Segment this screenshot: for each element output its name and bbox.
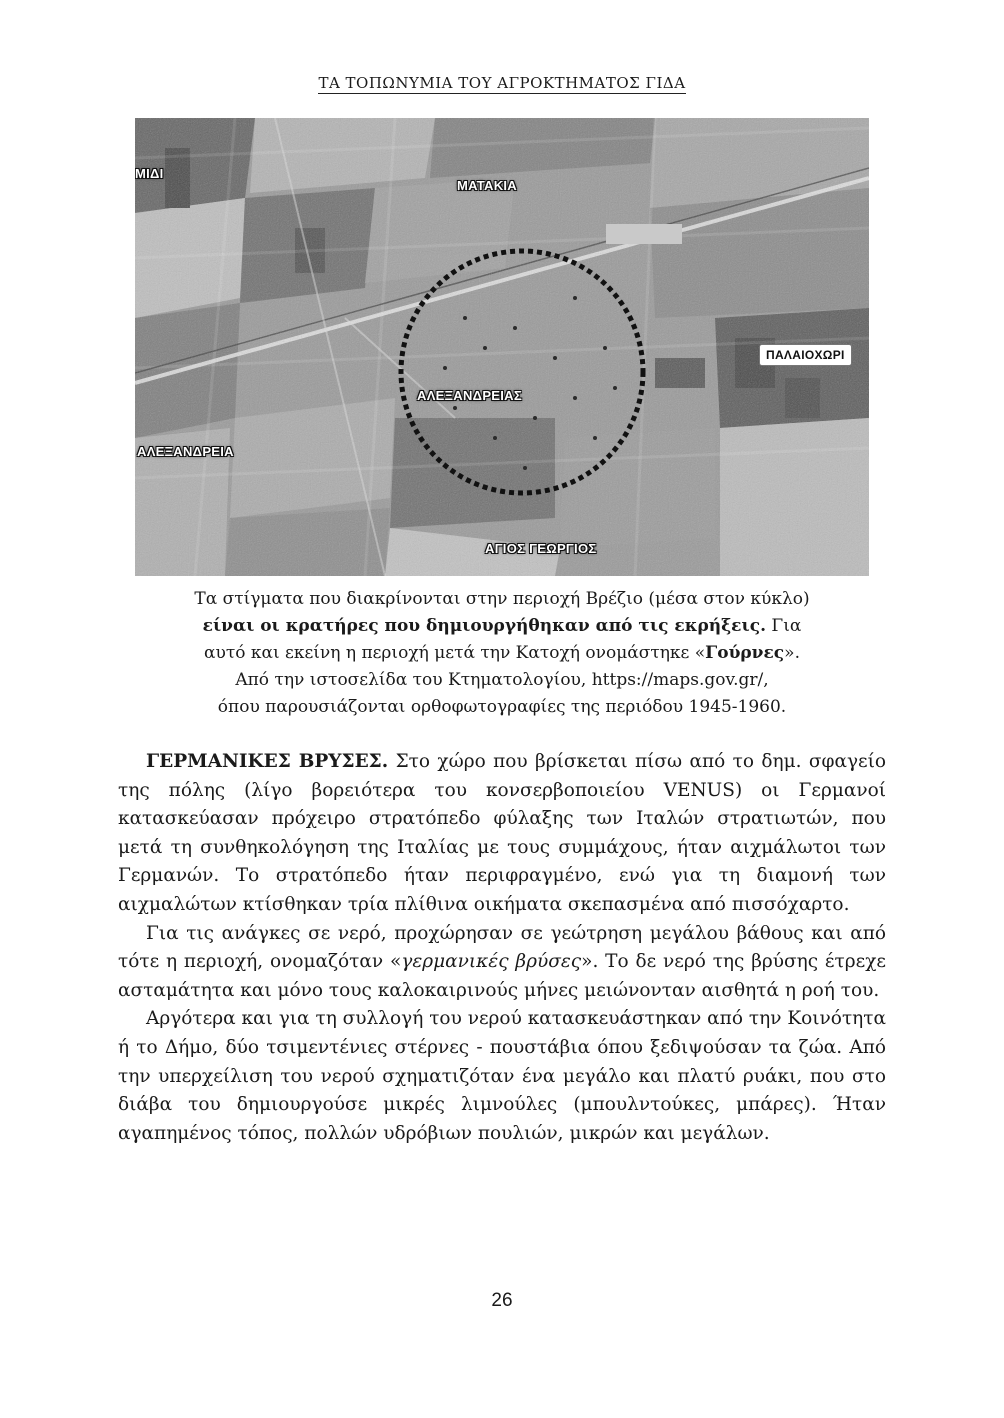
caption-text: Για <box>766 616 802 636</box>
map-label-agios-georgios: ΑΓΙΟΣ ΓΕΩΡΓΙΟΣ <box>485 541 597 556</box>
photo-caption <box>100 586 904 721</box>
page-number: 26 <box>491 1290 513 1311</box>
caption-bold-text: Γούρνες <box>705 643 785 663</box>
body-text <box>118 748 886 1148</box>
paragraph-text: ». Το δε νερό της βρύσης έτρεχε ασταμάτητα και μόνο τους καλοκαιρινούς μήνες μειώνονταν αισθητά η ροή του. <box>118 951 886 1001</box>
running-head-text: ΤΑ ΤΟΠΩΝΥΜΙΑ ΤΟΥ ΑΓΡΟΚΤΗΜΑΤΟΣ ΓΙΔΑ <box>318 74 686 92</box>
map-label-matakia: ΜΑΤΑΚΙΑ <box>457 178 517 193</box>
caption-line-4: Από την ιστοσελίδα του Κτηματολογίου, https://maps.gov.gr/, <box>235 670 769 690</box>
map-label-alexandreia: ΑΛΕΞΑΝΔΡΕΙΑ <box>137 444 234 459</box>
caption-line-1: Τα στίγματα που διακρίνονται στην περιοχή Βρέζιο (μέσα στον κύκλο) <box>194 589 810 609</box>
caption-line-5: όπου παρουσιάζονται ορθοφωτογραφίες της περιόδου 1945-1960. <box>217 697 787 717</box>
map-label-midi: ΜΙΔΙ <box>135 166 164 181</box>
aerial-orthophoto <box>135 118 869 576</box>
redaction-box <box>606 224 682 244</box>
paragraph-text: Για τις ανάγκες σε νερό, προχώρησαν σε γεώτρηση μεγάλου βάθους και από τότε η περιοχή, ονομαζόταν « <box>118 922 886 973</box>
paragraph-2 <box>118 920 886 1006</box>
italic-term: γερμανικές βρύσες <box>401 951 582 973</box>
paragraph-1 <box>118 748 886 920</box>
running-head <box>0 74 1004 92</box>
paragraph-text: Στο χώρο που βρίσκεται πίσω από το δημ. σφαγείο της πόλης (λίγο βορειότερα του κονσερβοποιείου VENUS) οι Γερμανοί κατασκεύασαν πρόχειρο στρατόπεδο φύλαξης των Ιταλών στρατιωτών, που μετά τη συνθηκολόγηση της Ιταλίας με τους συμμάχους, ήταν αιχμάλωτοι των Γερμανών. Το στρατόπεδο ήταν περιφραγμένο, ενώ για τη διαμονή των αιχμαλώτων κτίσθηκαν τρία πλίθινα οικήματα σκεπασμένα από πισσόχαρτο. <box>118 751 886 915</box>
paragraph-3: Αργότερα και για τη συλλογή του νερού κατασκευάστηκαν από την Κοινότητα ή το Δήμο, δύο τσιμεντένιες στέρνες - πουστάβια όπου ξεδιψούσαν τα ζώα. Από την υπερχείλιση του νερού σχηματιζόταν ένα μεγάλο και πλατύ ρυάκι, που στο διάβα του δημιουργούσε μικρές λιμνούλες (μπουλντούκες, μπάρες). Ήταν αγαπημένος τόπος, πολλών υδρόβιων πουλιών, μικρών και μεγάλων. <box>118 1008 886 1144</box>
map-label-alexandreias: ΑΛΕΞΑΝΔΡΕΙΑΣ <box>417 388 522 403</box>
section-heading: ΓΕΡΜΑΝΙΚΕΣ ΒΡΥΣΕΣ. <box>146 751 389 772</box>
caption-text: ». <box>784 643 800 663</box>
caption-bold-text: είναι οι κρατήρες που δημιουργήθηκαν από τις εκρήξεις. <box>202 616 767 636</box>
caption-line-3 <box>100 640 904 667</box>
map-label-palaiochori: ΠΑΛΑΙΟΧΩΡΙ <box>759 344 852 366</box>
caption-text: αυτό και εκείνη η περιοχή μετά την Κατοχή ονομάστηκε « <box>204 643 706 663</box>
caption-line-2 <box>100 613 904 640</box>
